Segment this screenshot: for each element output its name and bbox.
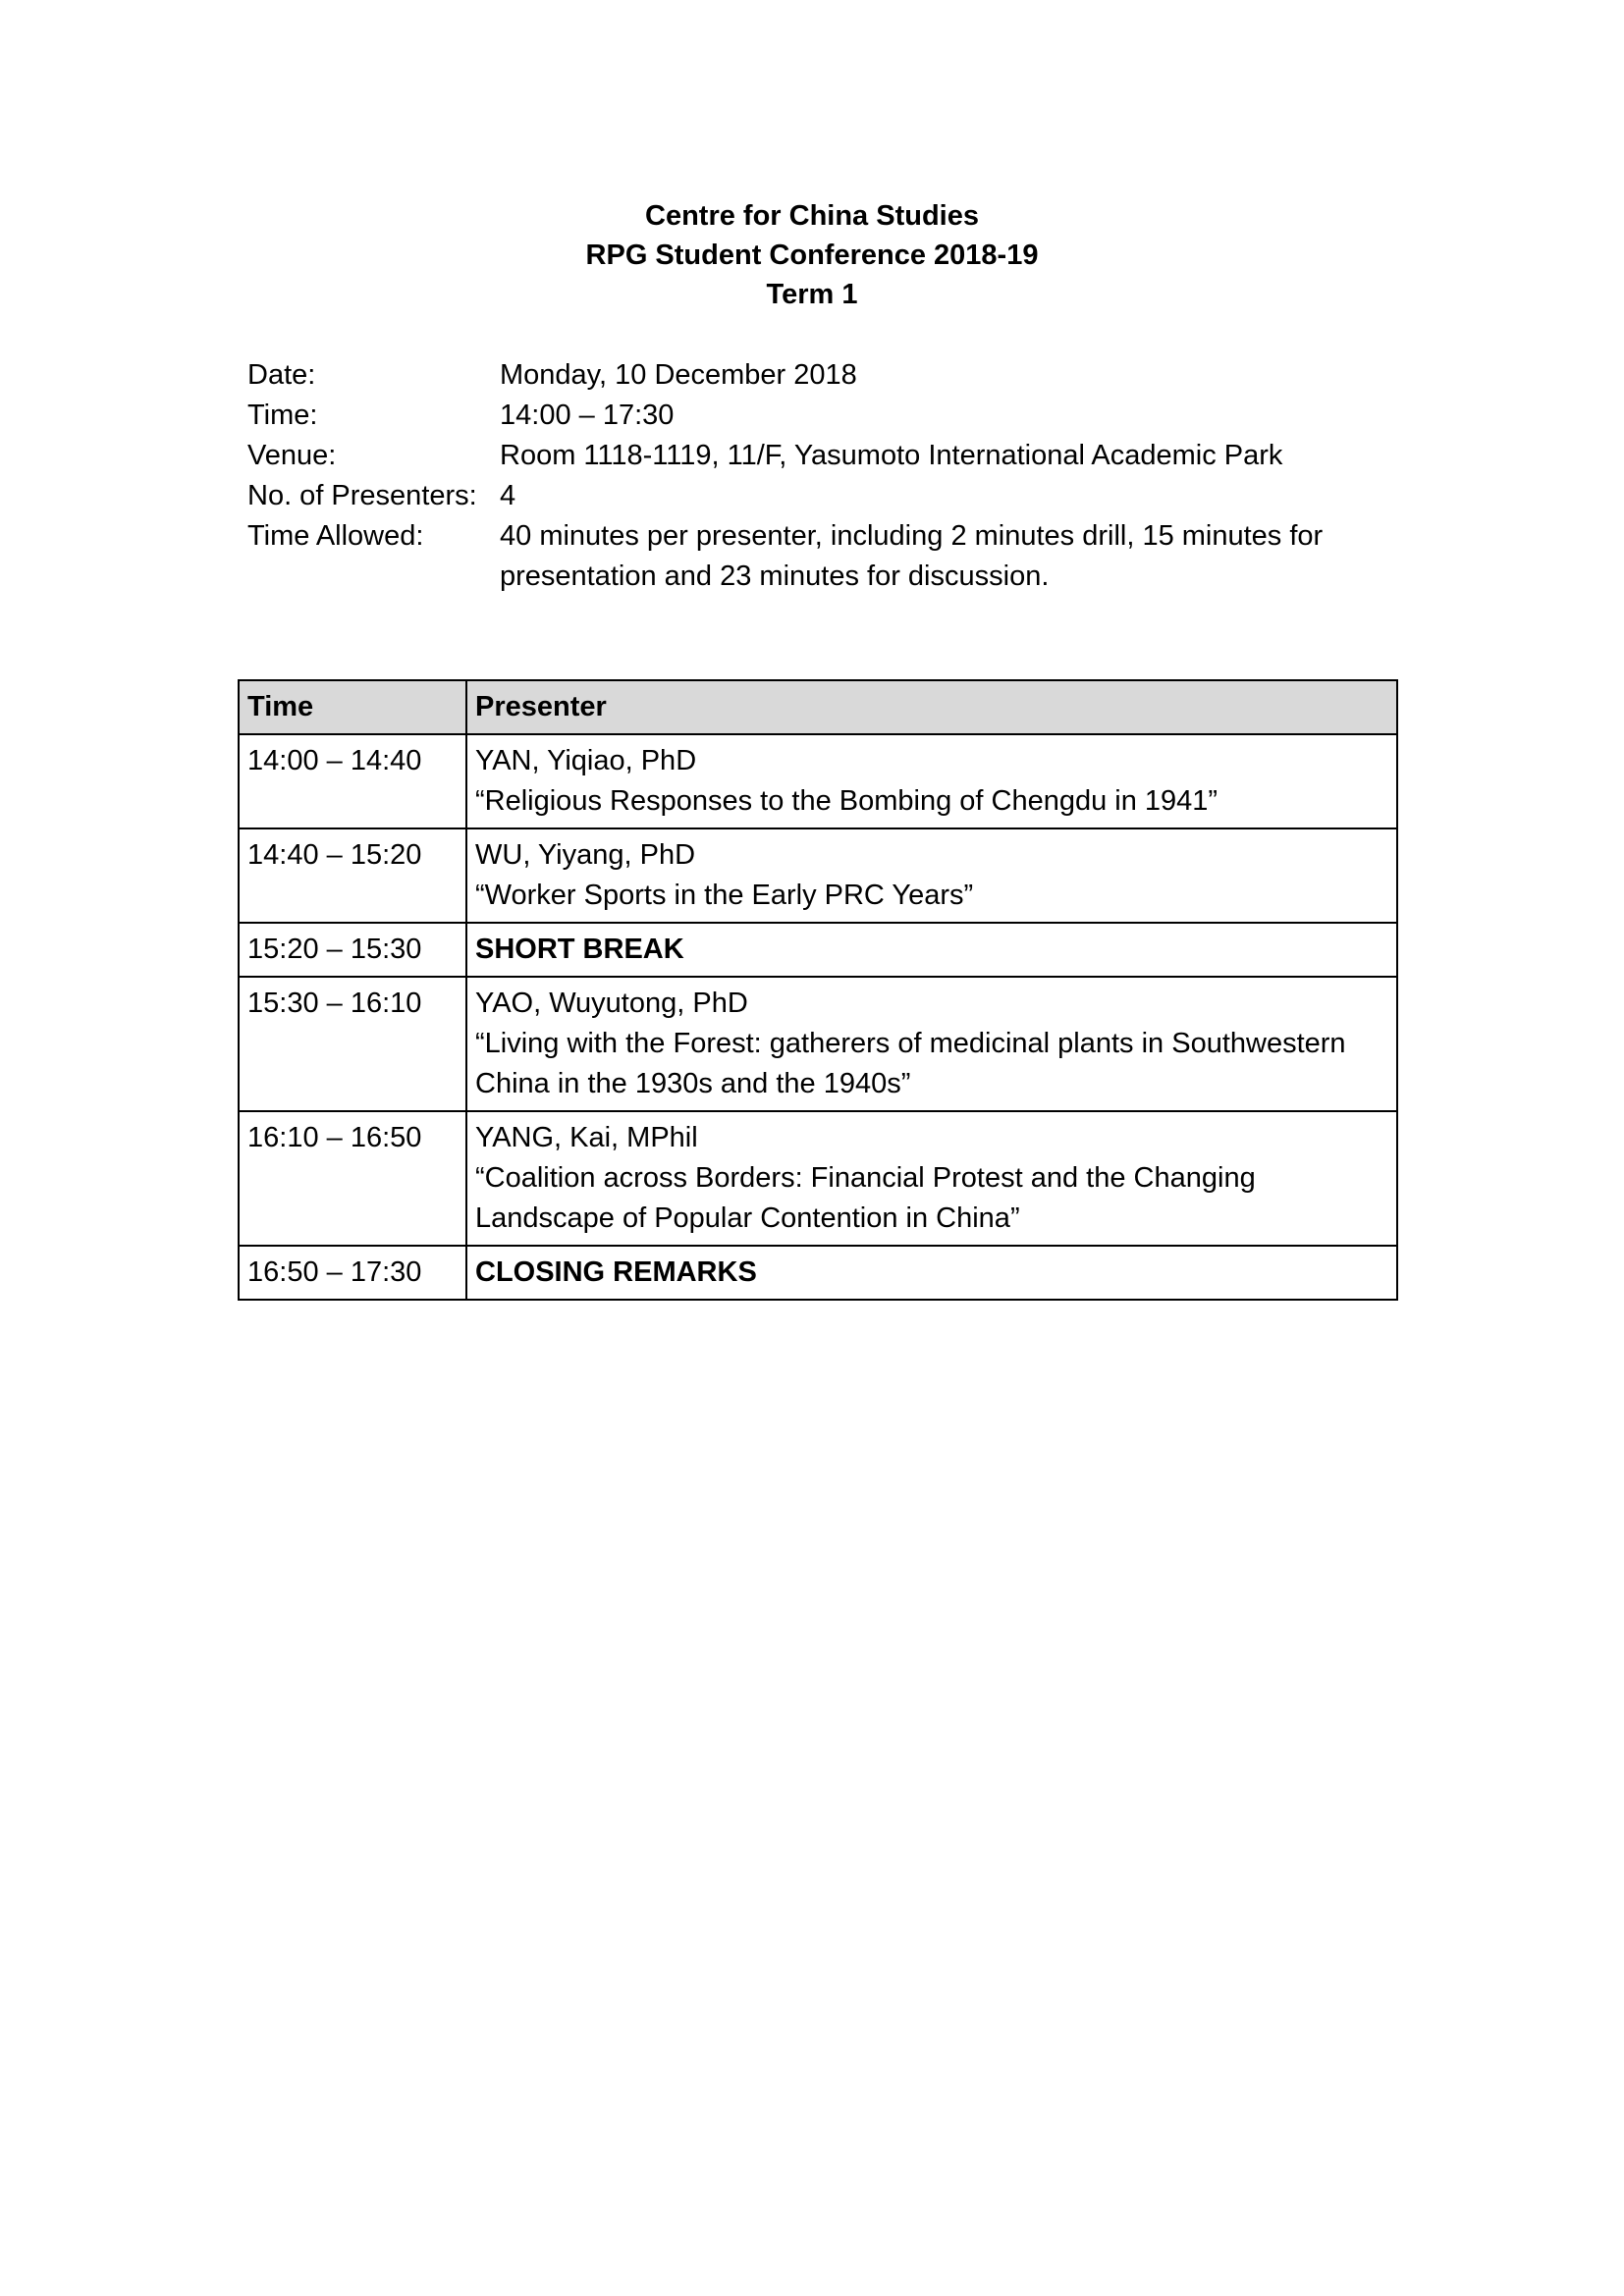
time-label: Time: [247, 400, 318, 431]
info-row-date [247, 355, 1377, 396]
presenters-label: No. of Presenters: [247, 480, 477, 511]
time-allowed-value: 40 minutes per presenter, including 2 minutes drill, 15 minutes for presentation and 23 minutes for discussion. [500, 520, 1324, 592]
info-row-time [247, 396, 1377, 436]
time-cell: 14:00 – 14:40 [239, 734, 466, 828]
column-header-presenter: Presenter [466, 680, 1397, 734]
presenters-value: 4 [500, 480, 516, 511]
presentation-title: “Living with the Forest: gatherers of medicinal plants in Southwestern China in the 1930s and the 1940s” [475, 1028, 1346, 1099]
table-row [239, 828, 1397, 923]
time-value: 14:00 – 17:30 [500, 400, 675, 431]
table-row [239, 734, 1397, 828]
presenter-cell [466, 828, 1397, 923]
presenter-name: YANG, Kai, MPhil [475, 1122, 698, 1153]
presenter-cell [466, 734, 1397, 828]
presentation-title: “Coalition across Borders: Financial Protest and the Changing Landscape of Popular Contention in China” [475, 1162, 1256, 1234]
date-label: Date: [247, 359, 316, 391]
time-cell: 14:40 – 15:20 [239, 828, 466, 923]
time-cell: 15:30 – 16:10 [239, 977, 466, 1111]
time-cell: 15:20 – 15:30 [239, 923, 466, 977]
info-row-presenters [247, 476, 1377, 516]
header-row [239, 680, 1397, 734]
presenter-name: YAN, Yiqiao, PhD [475, 745, 697, 776]
table-row [239, 1111, 1397, 1246]
organization-title: Centre for China Studies [645, 200, 979, 232]
presentation-title: “Religious Responses to the Bombing of Chengdu in 1941” [475, 785, 1218, 817]
document-header [0, 196, 1624, 314]
presentation-title: “Worker Sports in the Early PRC Years” [475, 880, 974, 911]
table-row [239, 923, 1397, 977]
schedule-table-body [239, 734, 1397, 1300]
venue-label: Venue: [247, 440, 337, 471]
schedule-table-head [239, 680, 1397, 734]
event-info [247, 355, 1377, 597]
info-row-time-allowed [247, 516, 1377, 597]
presenter-name: YAO, Wuyutong, PhD [475, 988, 748, 1019]
time-cell: 16:10 – 16:50 [239, 1111, 466, 1246]
venue-value: Room 1118-1119, 11/F, Yasumoto International Academic Park [500, 440, 1283, 471]
conference-title: RPG Student Conference 2018-19 [585, 240, 1039, 271]
closing-label: CLOSING REMARKS [466, 1246, 1397, 1300]
table-row [239, 977, 1397, 1111]
info-row-venue [247, 436, 1377, 476]
table-row [239, 1246, 1397, 1300]
column-header-time: Time [239, 680, 466, 734]
time-allowed-label: Time Allowed: [247, 520, 424, 552]
time-cell: 16:50 – 17:30 [239, 1246, 466, 1300]
presenter-name: WU, Yiyang, PhD [475, 839, 696, 871]
break-label: SHORT BREAK [466, 923, 1397, 977]
date-value: Monday, 10 December 2018 [500, 359, 857, 391]
term-title: Term 1 [766, 279, 858, 310]
schedule-table [238, 679, 1398, 1301]
presenter-cell [466, 977, 1397, 1111]
presenter-cell [466, 1111, 1397, 1246]
